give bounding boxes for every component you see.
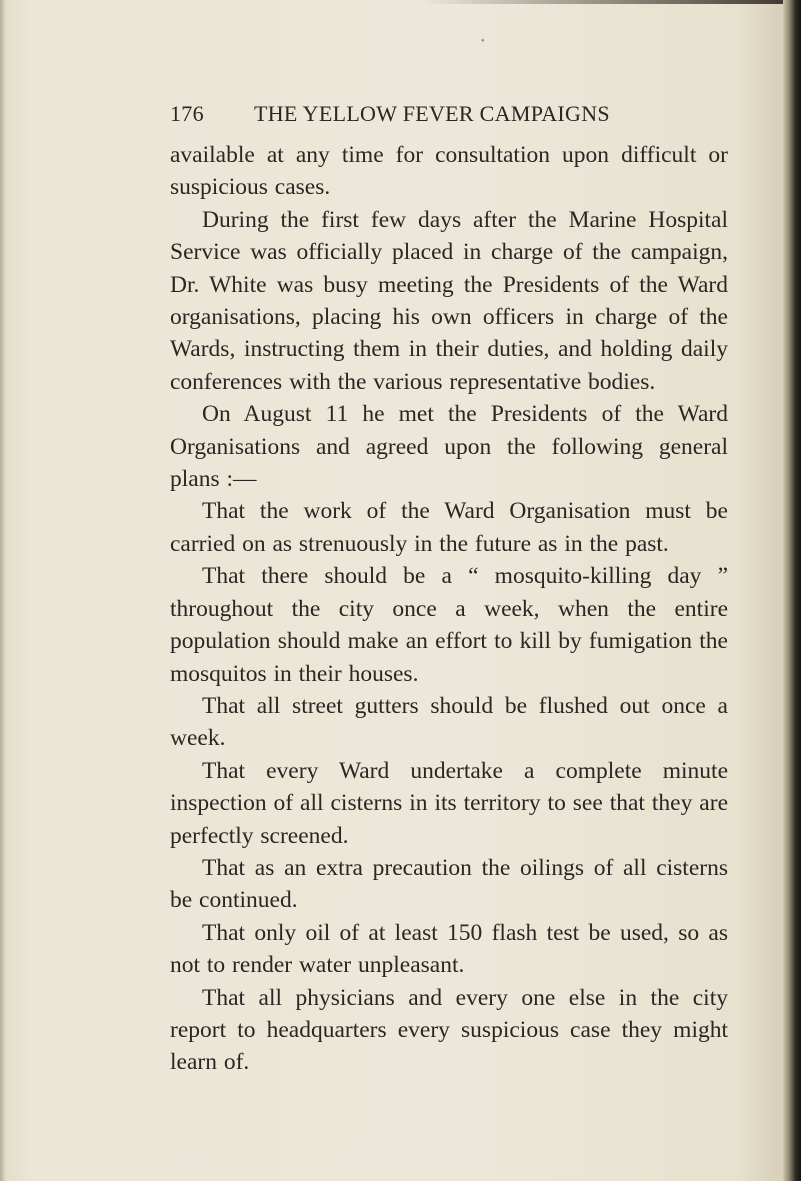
page-number: 176 (170, 101, 204, 126)
page-edge-shadow (0, 0, 6, 1181)
paragraph: That the work of the Ward Organisation must be carried on as strenuously in the future as in the past. (170, 498, 728, 557)
paragraph: That all physicians and every one else in the city report to headquarters every suspicious case they might learn of. (170, 984, 728, 1076)
paragraph: That all street gutters should be flushed out once a week. (170, 692, 728, 752)
body-text (170, 139, 728, 1079)
paragraph: During the first few days after the Marine Hospital Service was officially placed in charge of the campaign, Dr. White was busy meeting the Presidents of the Ward organisations, placing his own officers in charge of the Wards, instructing them in their duties, and holding daily conferences with the various representative bodies. (170, 206, 728, 395)
top-edge-shadow (420, 0, 801, 4)
paragraph: That as an extra precaution the oilings of all cisterns be continued. (170, 854, 728, 914)
paragraph: That there should be a “ mosquito-killing day ” throughout the city once a week, when the entire population should make an effort to kill by fumigation the mosquitos in their houses. (170, 563, 728, 687)
print-speck: • (481, 36, 485, 47)
paragraph: On August 11 he met the Presidents of the Ward Organisations and agreed upon the following general plans :— (170, 401, 728, 493)
paragraph: That only oil of at least 150 flash test be used, so as not to render water unpleasant. (170, 919, 728, 979)
running-head (170, 101, 710, 127)
paragraph: available at any time for consultation upon difficult or suspicious cases. (170, 142, 728, 201)
paragraph: That every Ward undertake a complete minute inspection of all cisterns in its territory to see that they are perfectly screened. (170, 757, 728, 849)
binding-gutter (783, 0, 801, 1181)
running-title: THE YELLOW FEVER CAMPAIGNS (254, 101, 610, 126)
